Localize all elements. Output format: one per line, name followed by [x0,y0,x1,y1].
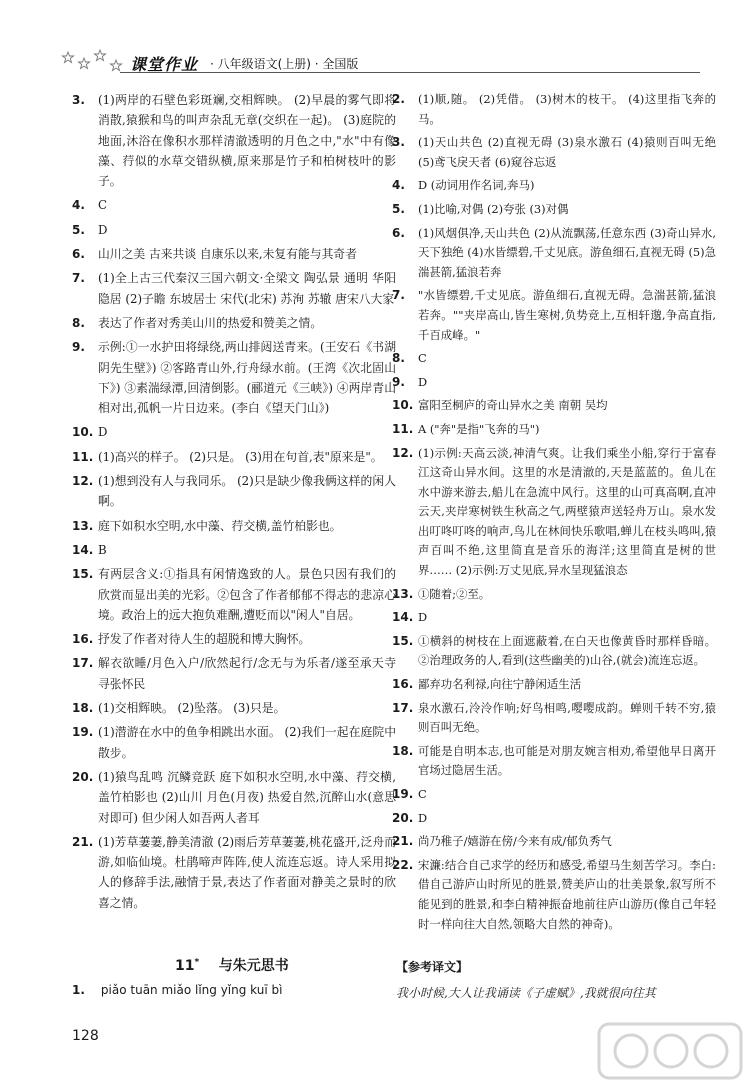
answer-number: 3. [72,93,85,107]
answer-text: 富阳至桐庐的奇山异水之美 南朝 吴均 [418,398,608,413]
answer-number: 19. [72,725,94,740]
answer-number: 21. [392,834,414,849]
answer-number: 9. [392,374,405,389]
answer-text: "水皆缥碧,千丈见底。游鱼细石,直视无碍。急湍甚箭,猛浪若奔。""夹岸高山,皆生寒树,负势竞上,互相轩邈,争高直指,千百成峰。" [418,288,716,342]
answer-text: D [418,610,428,625]
header-subtitle: · 八年级语文(上册) · 全国版 [210,57,359,71]
answer-number: 17. [72,656,94,671]
answer-item [72,767,396,828]
answer-text: D [418,810,428,825]
answers-left-column [72,90,396,917]
answer-item [392,176,716,196]
answer-number: 3. [392,135,405,150]
answer-text: D (动词用作名词,奔马) [418,178,535,193]
answer-text: 表达了作者对秀美山川的热爱和赞美之情。 [98,315,323,330]
answer-item [392,809,716,829]
answer-number: 18. [392,743,414,758]
answer-item [392,200,716,220]
answer-item [392,396,716,416]
answer-number: 6. [72,247,85,262]
answer-number: 13. [72,518,94,533]
star-decoration-icon [60,46,130,80]
answer-text: (1)猿鸟乱鸣 沉鳞竞跃 庭下如积水空明,水中藻、荇交横,盖竹柏影也 (2)山川 月色(月夜) 热爱自然,沉醉山水(意思对即可) 但少闲人如吾两人者耳 [98,769,396,825]
answer-text: (1)顺,随。 (2)凭借。 (3)树木的枝干。 (4)这里指飞奔的马。 [418,92,716,126]
answer-number: 9. [72,340,85,355]
pinyin-number: 1. [72,983,85,997]
answer-item [72,629,396,649]
answer-number: 22. [392,857,414,872]
answer-text: 可能是自明本志,也可能是对朋友婉言相劝,希望他早日离开官场过隐居生活。 [418,743,716,778]
answer-number: 8. [72,315,85,330]
answer-text: A ("奔"是指"飞奔的马") [418,421,540,436]
answer-item [392,832,716,852]
answer-number: 5. [72,222,85,237]
answer-number: 18. [72,701,94,716]
answer-item [392,420,716,440]
answer-item [72,220,396,240]
answer-item [392,699,716,738]
answer-item [72,337,396,418]
answer-item [72,195,396,215]
answer-text: (1)高兴的样子。 (2)只是。 (3)用在句首,表"原来是"。 [98,449,383,464]
answer-text: 庭下如积水空明,水中藻、荇交横,盖竹柏影也。 [98,518,342,533]
answer-number: 15. [392,633,414,648]
answer-text: 示例:①一水护田将绿绕,两山排闼送青来。(王安石《书湖阴先生壁》) ②客路青山外,行舟绿水前。(王湾《次北固山下》) ③素湍绿潭,回清倒影。(郦道元《三峡》) ④两岸青山相对出,孤帆一片日边来。(李白《望天门山》) [98,340,396,416]
answer-text: ①随着;②至。 [418,586,491,601]
answer-number: 16. [392,677,414,692]
answer-item [72,268,396,309]
answer-number: 13. [392,586,414,601]
answer-number: 4. [72,198,85,213]
answer-text: C [418,787,427,801]
answer-item [392,373,716,393]
answer-item [72,447,396,467]
answer-text: D [98,425,108,440]
section-title [175,955,289,975]
answer-number: 14. [392,610,414,625]
answer-text: 宋濂:结合自己求学的经历和感受,希望马生刻苦学习。李白:借自己游庐山时所见的胜景,赞美庐山的壮美景象,叙写所不能见到的胜景,和李白精神振奋地前往庐山游历(像自己年轻时一样向往大自然,领略大自然的神奇)。 [418,857,716,931]
answer-item [72,832,396,913]
answer-item [72,722,396,763]
answer-text: 有两层含义:①指具有闲情逸致的人。景色只因有我们的欣赏而显出美的光彩。②包含了作者郁郁不得志的悲凉心境。政治上的远大抱负难酬,遭贬而以"闲人"自居。 [98,567,396,622]
answer-number: 17. [392,700,414,715]
answer-text: (1)示例:天高云淡,神清气爽。让我们乘坐小船,穿行于富春江这奇山异水间。这里的水是清澈的,天是蓝蓝的。鱼儿在水中游来游去,船儿在急流中风行。这里的山可真高啊,直冲云天,夹岸寒树铁生秋高之气,两壁猿声送轻舟万山。泉水发出叮咚叮咚的响声,鸟儿在林间快乐歌唱,蝉儿在枝头鸣叫,猿声百叫不绝,这里简直是音乐的海洋;这里简直是树的世界…… (2)示例:万丈见底,异水呈现猛浪态 [418,445,716,578]
answer-number: 11. [72,449,94,464]
answer-number: 19. [392,787,414,801]
answer-number: 7. [392,288,405,303]
answer-item [392,286,716,345]
answer-item [392,632,716,671]
answer-number: 20. [392,810,414,825]
answer-text: (1)交相辉映。 (2)坠落。 (3)只是。 [98,701,286,716]
answers-right-column [392,90,720,938]
page-header [60,42,700,82]
pinyin-answer [72,983,282,997]
answer-item [392,90,716,129]
answer-number: 12. [72,474,94,489]
watermark-logo [595,1020,745,1082]
page-number: 128 [72,1028,99,1044]
answer-item [72,244,396,264]
answer-text: 鄙弃功名利禄,向往宁静闲适生活 [418,677,582,692]
answer-item [72,313,396,333]
answer-item [72,540,396,560]
answer-item [72,564,396,625]
answer-item [392,675,716,695]
answer-item [72,653,396,694]
answer-text: (1)芳草萋萋,静美清澈 (2)雨后芳草萋萋,桃花盛开,泛舟而游,如临仙境。杜鹃啼声阵阵,使人流连忘返。诗人采用拟人的修辞手法,融情于景,表达了作者面对静美之景时的欣喜之情。 [98,834,396,910]
answer-text: 抒发了作者对待人生的超脱和博大胸怀。 [98,632,311,647]
answer-text: ①横斜的树枝在上面遮蔽着,在白天也像黄昏时那样昏暗。②治理政务的人,看到(这些幽美的)山谷,(就会)流连忘返。 [418,633,716,668]
answer-item [392,133,720,172]
pinyin-text: piǎo tuān miǎo lǐng yǐng kuī bì [100,983,283,997]
answer-number: 10. [392,398,414,413]
answer-number: 12. [392,445,414,460]
answer-item [392,224,716,283]
answer-item [392,444,716,581]
reference-translation-label: 【参考译文】 [396,960,469,974]
answer-item [72,422,396,442]
reference-translation-text: 我小时候,大人让我诵读《子虚赋》,我就很向往其 [396,986,656,1000]
answer-item [392,349,716,369]
answer-number: 14. [72,542,94,557]
answer-text: 尚乃稚子/嬉游在傍/今来有成/郁负秀气 [418,834,612,849]
section-title-text: 与朱元思书 [218,958,289,974]
answer-text: D [98,222,108,237]
answer-text: (1)潜游在水中的鱼争相跳出水面。 (2)我们一起在庭院中散步。 [98,725,396,760]
answer-number: 20. [72,769,94,784]
answer-item [392,785,716,805]
section-mark: * [194,957,200,968]
answer-text: (1)天山共色 (2)直视无碍 (3)泉水激石 (4)猿则百叫无绝 (5)鸢飞戾天者 (6)窥谷忘返 [418,135,720,169]
answer-number: 7. [72,271,85,286]
answer-text: B [98,542,107,557]
answer-text: C [98,198,108,213]
answer-text: (1)风烟俱净,天山共色 (2)从流飘荡,任意东西 (3)奇山异水,天下独绝 (4)水皆缥碧,千丈见底。游鱼细石,直视无碍 (5)急湍甚箭,猛浪若奔 [418,225,716,279]
answer-text: 泉水激石,泠泠作响;好鸟相鸣,嘤嘤成韵。蝉则千转不穷,猿则百叫无绝。 [418,700,716,735]
answer-text: D [418,374,428,389]
answer-item [392,742,716,781]
answer-text: (1)全上古三代秦汉三国六朝文·全梁文 陶弘景 通明 华阳隐居 (2)子瞻 东坡居士 宋代(北宋) 苏洵 苏辙 唐宋八大家 [98,271,396,306]
answer-item [72,516,396,536]
answer-item [392,856,716,934]
answer-item [392,585,716,605]
answer-text: C [418,351,427,366]
answer-number: 15. [72,567,94,582]
answer-number: 11. [392,421,414,436]
section-number: 11 [175,958,195,974]
answer-number: 10. [72,425,94,440]
answer-number: 2. [392,92,405,106]
header-divider [120,72,700,73]
answer-number: 21. [72,834,94,849]
answer-text: (1)两岸的石壁色彩斑斓,交相辉映。 (2)早晨的雾气即将消散,猿猴和鸟的叫声杂乱无章(交织在一起)。 (3)庭院的地面,沐浴在像积水那样清澈透明的月色之中,"水"中有像藻、荇似的水草交错纵横,原来那是竹子和柏树枝叶的影子。 [98,93,396,189]
answer-item [72,471,396,512]
answer-number: 8. [392,351,405,366]
answer-number: 16. [72,632,94,647]
answer-item [392,608,716,628]
answer-number: 5. [392,201,405,216]
header-title: 课堂作业 [130,55,199,74]
answer-number: 6. [392,225,405,240]
answer-number: 4. [392,178,405,193]
answer-text: 解衣欲睡/月色入户/欣然起行/念无与为乐者/遂至承天寺寻张怀民 [98,656,396,691]
answer-item [72,698,396,718]
answer-text: 山川之美 古来共谈 自康乐以来,未复有能与其奇者 [98,247,357,262]
answer-text: (1)比喻,对偶 (2)夸张 (3)对偶 [418,201,569,216]
answer-item [72,90,396,191]
answer-text: (1)想到没有人与我同乐。 (2)只是缺少像我俩这样的闲人啊。 [98,474,396,509]
